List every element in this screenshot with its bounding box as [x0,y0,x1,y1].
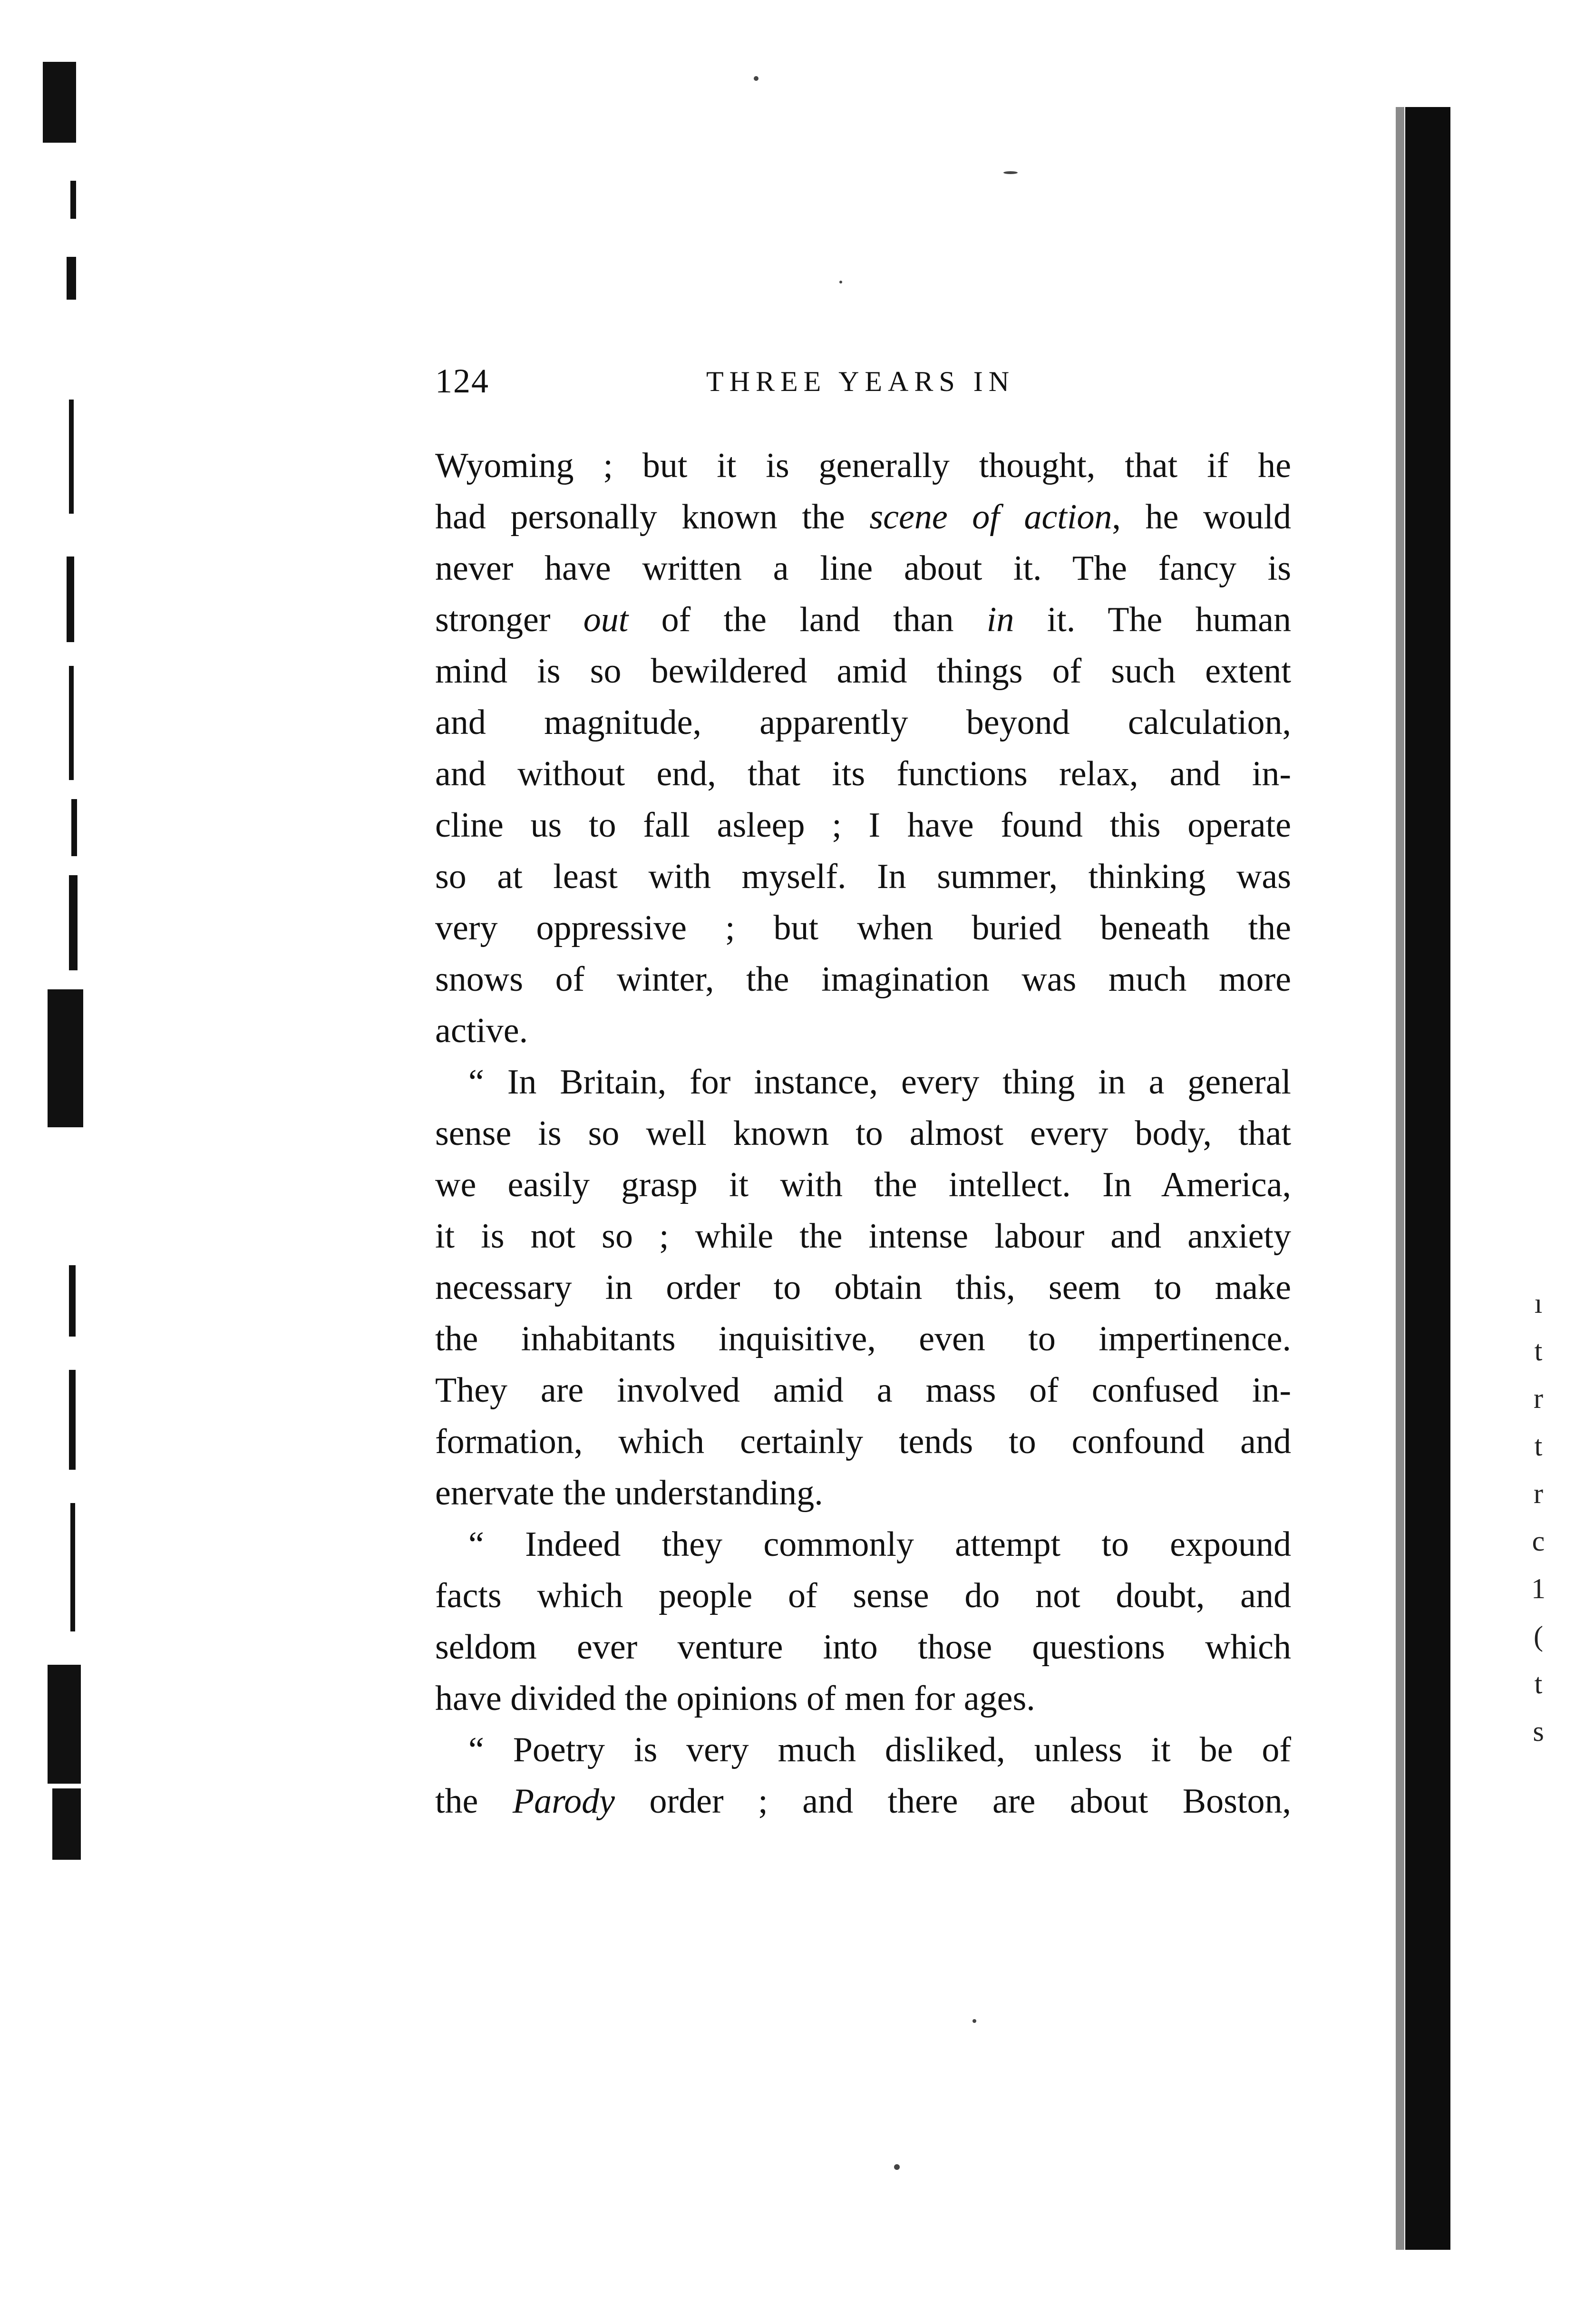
margin-char: r [1534,1478,1543,1509]
text-line [435,1313,1291,1365]
text-run: enervate the understanding. [435,1474,823,1513]
scan-speck [839,281,842,283]
text-run: , he would [1112,498,1291,537]
text-run: order ; and there are about Boston, [615,1782,1291,1821]
text-run: stronger [435,600,583,639]
text-line [435,1570,1291,1621]
text-line [435,851,1291,902]
text-run: the inhabitants inquisitive, even to impertinence. [435,1319,1291,1358]
text-run: facts which people of sense do not doubt, and [435,1576,1291,1615]
text-line [435,954,1291,1005]
text-line [435,748,1291,800]
italic-text: Parody [512,1782,615,1821]
scan-speck [754,76,758,81]
text-line [435,440,1291,491]
text-run: “ Poetry is very much disliked, unless it be of [468,1730,1291,1769]
page-header [435,361,1291,404]
text-run: we easily grasp it with the intellect. In America, [435,1165,1291,1204]
page-number: 124 [435,362,489,400]
scan-speck [894,2164,900,2170]
text-line [435,1673,1291,1724]
text-run: “ In Britain, for instance, every thing in a general [468,1063,1291,1102]
scan-speck [972,2019,976,2023]
text-run: necessary in order to obtain this, seem to make [435,1268,1291,1307]
text-run: formation, which certainly tends to confound and [435,1422,1291,1461]
margin-char: t [1534,1668,1543,1699]
text-line [435,543,1291,594]
text-run: very oppressive ; but when buried beneath the [435,908,1291,947]
text-line [435,1519,1291,1570]
text-run: snows of winter, the imagination was much more [435,960,1291,999]
text-line [435,1262,1291,1313]
text-run: have divided the opinions of men for ages. [435,1679,1035,1718]
margin-char: r [1534,1383,1543,1414]
margin-char: 1 [1531,1573,1546,1604]
text-run: seldom ever venture into those questions which [435,1628,1291,1667]
right-spine-shadow [1396,107,1404,2250]
text-run: had personally known the [435,498,870,537]
text-run: of the land than [628,600,987,639]
margin-char: s [1533,1716,1544,1747]
margin-char: ı [1534,1288,1543,1319]
italic-text: out [583,600,629,639]
text-line [435,800,1291,851]
text-line [435,902,1291,954]
text-run: and without end, that its functions relax, and in- [435,754,1291,793]
text-run: sense is so well known to almost every body, that [435,1114,1291,1153]
text-line [435,1056,1291,1108]
text-line [435,1159,1291,1211]
text-line [435,1416,1291,1467]
margin-char: ( [1534,1621,1543,1652]
text-run: active. [435,1011,528,1050]
text-run: the [435,1782,513,1821]
text-run: mind is so bewildered amid things of such extent [435,652,1291,691]
running-head: THREE YEARS IN [706,366,1015,397]
text-line [435,697,1291,748]
text-run: “ Indeed they commonly attempt to expound [468,1525,1291,1564]
italic-text: scene of action [869,498,1112,537]
italic-text: in [986,600,1014,639]
margin-char: t [1534,1430,1543,1462]
right-margin-bleed-through [1524,1279,1553,1755]
text-line [435,594,1291,645]
text-line [435,491,1291,543]
margin-char: t [1534,1335,1543,1367]
text-line [435,1776,1291,1827]
text-run: it. The human [1014,600,1291,639]
text-run: and magnitude, apparently beyond calculation, [435,703,1291,742]
right-book-spine [1405,107,1450,2250]
text-run: Wyoming ; but it is generally thought, that if he [435,446,1291,485]
left-page-edge [43,57,76,2102]
text-run: it is not so ; while the intense labour and anxiety [435,1217,1291,1256]
body-text [435,440,1291,1827]
text-run: so at least with myself. In summer, thinking was [435,857,1291,896]
text-run: cline us to fall asleep ; I have found this operate [435,806,1291,845]
text-line [435,1108,1291,1159]
text-line [435,1621,1291,1673]
text-run: never have written a line about it. The fancy is [435,549,1291,588]
margin-char: c [1532,1525,1545,1557]
text-line [435,1211,1291,1262]
text-line [435,1724,1291,1776]
text-line [435,645,1291,697]
text-line [435,1005,1291,1056]
text-line [435,1365,1291,1416]
scan-speck [1003,171,1018,174]
text-line [435,1467,1291,1519]
text-run: They are involved amid a mass of confused in- [435,1371,1291,1410]
